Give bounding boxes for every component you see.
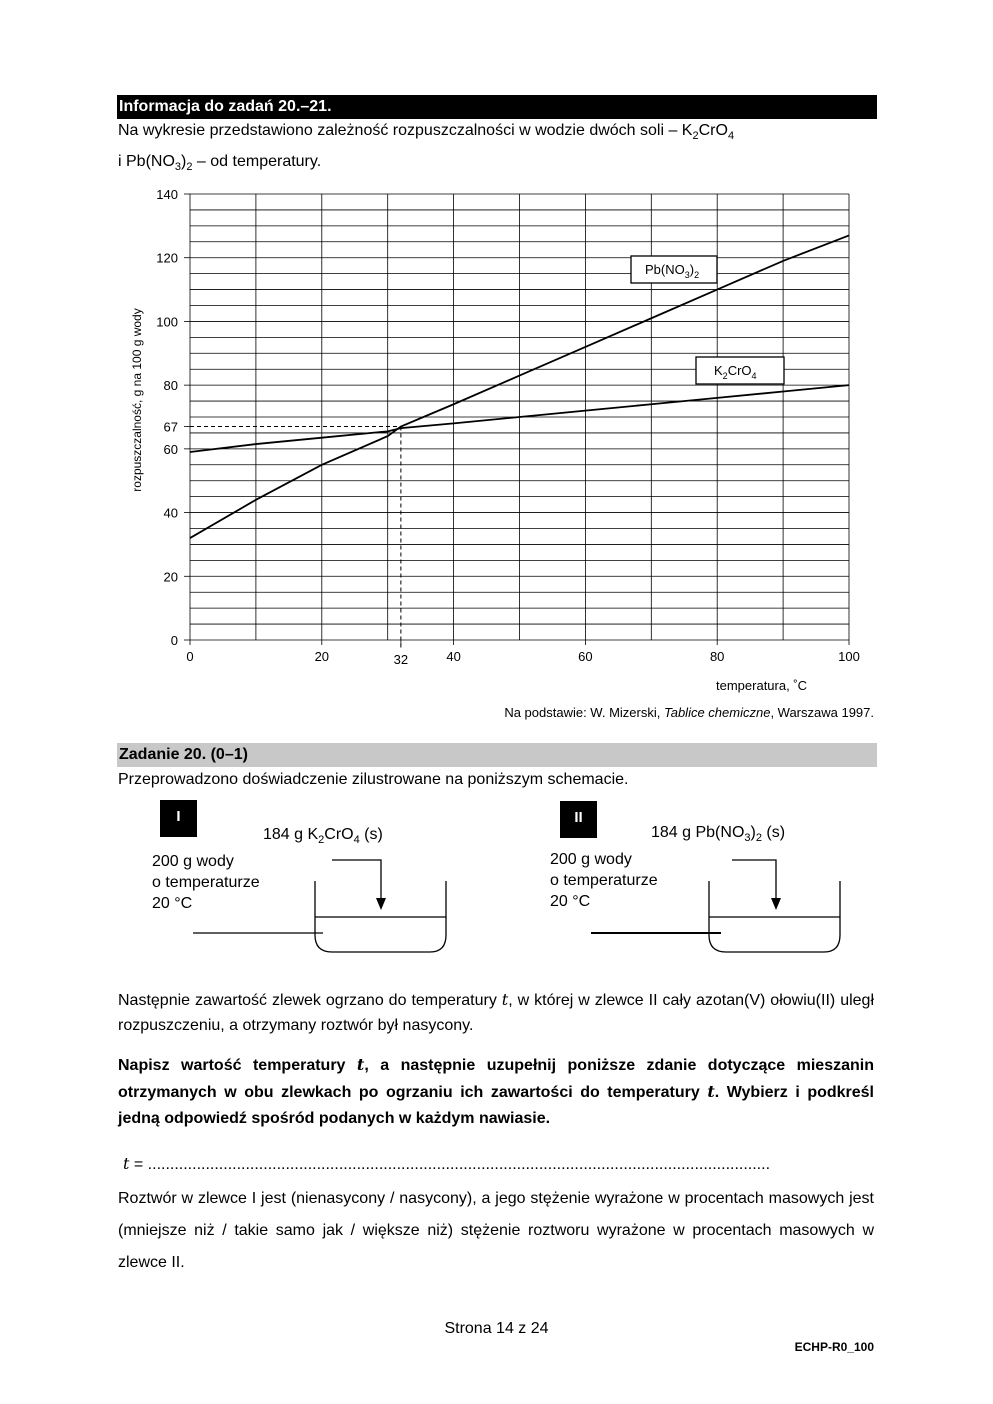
info-header: Informacja do zadań 20.–21. [117, 95, 877, 119]
x-tick-label: 80 [709, 649, 725, 664]
task-header: Zadanie 20. (0–1) [117, 743, 877, 767]
x-tick-label: 0 [186, 649, 194, 664]
page-number: Strona 14 z 24 [444, 1320, 549, 1337]
chart-source: Na podstawie: W. Mizerski, Tablice chemiczne, Warszawa 1997. [504, 705, 874, 720]
x-tick-label: 20 [314, 649, 330, 664]
answer-line-t[interactable]: t = ............................................................................................................................................ [123, 1154, 771, 1173]
instruction-text: Napisz wartość temperatury t, a następnie uzupełnij poniższe zdanie dotyczące mieszanin otrzymanych w obu zlewkach po ogrzaniu ich zawartości do temperatury t. Wybierz i podkreśl jedną odpowiedź spośród podanych w każdym nawiasie. [118, 1055, 875, 1127]
chart-ticks [156, 187, 860, 667]
schema-i-salt: 184 g $K_2CrO_4$ (s) [263, 826, 383, 847]
schema-ii-water: 200 g wody o temperaturze 20 °C [550, 851, 658, 910]
beakers-diagram [0, 840, 993, 970]
y-axis-label: rozpuszczalność, g na 100 g wody [130, 308, 144, 492]
y-tick-label: 20 [163, 569, 178, 585]
x-tick-label: 32 [393, 652, 409, 667]
y-tick-label: 0 [170, 633, 178, 648]
schema-label-ii: II [560, 801, 597, 838]
x-axis-label: temperatura, ˚C [716, 678, 808, 693]
x-tick-label: 40 [446, 649, 461, 664]
y-tick-label: 40 [163, 505, 178, 521]
y-tick-label: 140 [156, 187, 178, 202]
y-tick-label: 120 [156, 250, 178, 266]
y-tick-label: 67 [163, 419, 178, 435]
x-tick-label: 100 [838, 649, 860, 664]
beaker-ii [591, 860, 840, 952]
task-intro: Przeprowadzono doświadczenie zilustrowane na poniższym schemacie. [118, 771, 629, 788]
arrow-i [376, 898, 386, 910]
beaker-i [193, 860, 446, 952]
exam-code: ECHP-R0_100 [794, 1340, 874, 1354]
legend-label-k2cro4: $K_2CrO_4$ [714, 363, 757, 381]
schema-label-i: I [160, 800, 197, 837]
x-tick-label: 60 [578, 649, 593, 664]
y-tick-label: 80 [163, 378, 178, 394]
y-tick-label: 60 [163, 441, 178, 457]
answer-sentence[interactable]: Roztwór w zlewce I jest (nienasycony / nasycony), a jego stężenie wyrażone w procentach masowych jest (mniejsze niż / takie samo jak / większe niż) stężenie roztworu wyrażone w procentach masowych w zlewce II. [118, 1190, 874, 1271]
after-text: Następnie zawartość zlewek ogrzano do temperatury t, w której w zlewce II cały azotan(V) ołowiu(II) uległ rozpuszczeniu, a otrzymany roztwór był nasycony. [118, 990, 874, 1034]
intro-text: Na wykresie przedstawiono zależność rozpuszczalności w wodzie dwóch soli – $K_2CrO_4$ i $Pb(NO_3)_2$ – od temperatury. [118, 122, 735, 174]
y-tick-label: 100 [156, 314, 178, 330]
schema-i-water: 200 g wody o temperaturze 20 °C [152, 853, 260, 912]
schema-ii-salt: 184 g $Pb(NO_3)_2$ (s) [651, 824, 786, 845]
legend-label-pbno32: $Pb(NO_3)_2$ [645, 262, 700, 280]
arrow-ii [771, 898, 781, 910]
